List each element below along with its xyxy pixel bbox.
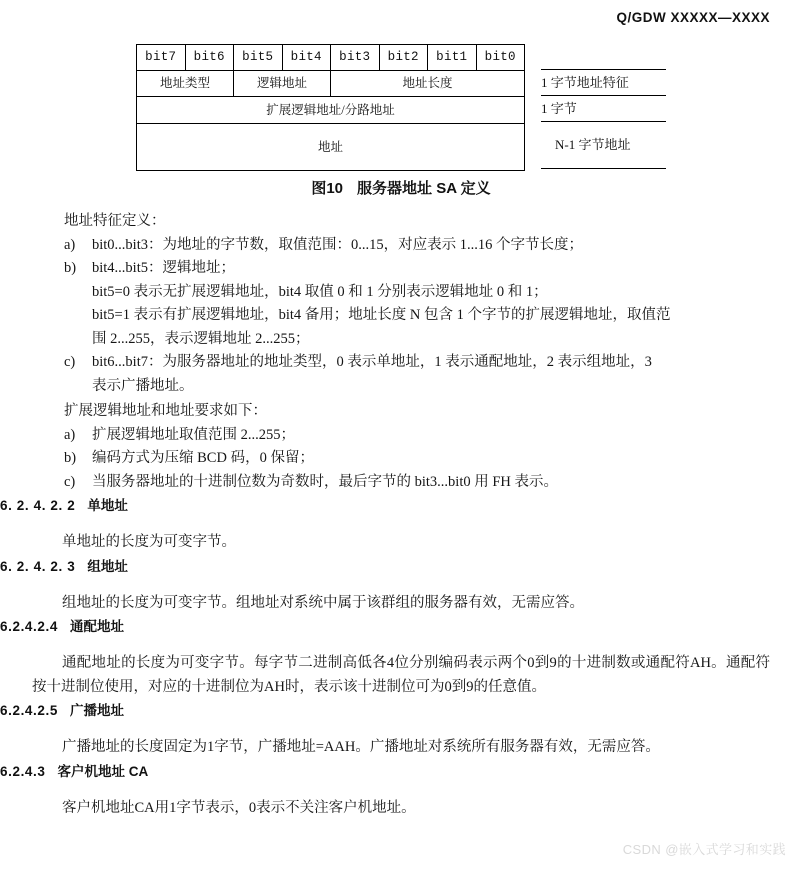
field-cell-address: 地址: [137, 124, 525, 171]
list-item-continuation: 表示广播地址。: [92, 377, 194, 394]
section-number: 6.2.4.3: [0, 763, 46, 779]
list-item: [64, 351, 802, 375]
list-marker: a): [64, 236, 76, 253]
section-heading-6-2-4-2-5: [0, 699, 802, 719]
list-item: [64, 257, 802, 281]
section-number: 6.2.4.2.5: [0, 703, 58, 718]
field-cell-address-type: 地址类型: [137, 71, 234, 97]
table-row-extended-address: [137, 97, 525, 124]
page-header-standard-id: Q/GDW XXXXX—XXXX: [616, 10, 770, 25]
field-cell-logical-address: 逻辑地址: [234, 71, 331, 97]
section-paragraph: 组地址的长度为可变字节。组地址对系统中属于该群组的服务器有效，无需应答。: [62, 594, 584, 611]
bit-header-cell: bit7: [137, 45, 186, 71]
list-item-text: 当服务器地址的十进制位数为奇数时，最后字节的 bit3...bit0 用 FH 表示。: [92, 473, 559, 490]
section-heading-6-2-4-2-2: [0, 494, 802, 514]
section-paragraph: 广播地址的长度固定为1字节，广播地址=AAH。广播地址对系统所有服务器有效，无需应答。: [62, 739, 660, 755]
figure-caption: [0, 177, 802, 198]
section-title: 单地址: [87, 498, 128, 513]
list-marker: c): [64, 354, 76, 370]
annotation-label-address-feature: 1 字节地址特征: [541, 75, 629, 90]
list-item-text: 扩展逻辑地址取值范围 2...255；: [92, 426, 295, 443]
section-heading-6-2-4-3: [0, 760, 802, 780]
figure-caption-number: 图10: [311, 180, 344, 197]
table-row-address: [137, 124, 525, 171]
list-item-continuation: bit5=1 表示有扩展逻辑地址，bit4 备用；地址长度 N 包含 1 个字节的扩展逻辑地址，取值范: [92, 307, 671, 323]
annotation-label-n-minus-1-byte-address: N-1 字节地址: [555, 137, 631, 152]
bit-header-cell: bit3: [331, 45, 380, 71]
bit-header-cell: bit4: [282, 45, 331, 71]
list-item-text: bit6...bit7：为服务器地址的地址类型，0 表示单地址，1 表示通配地址，2 表示组地址，3: [92, 354, 652, 370]
lead-in-extended-address-requirements: 扩展逻辑地址和地址要求如下：: [64, 403, 267, 419]
list-item-continuation: 围 2...255，表示逻辑地址 2...255；: [92, 330, 310, 347]
annotation-spacer: [541, 44, 666, 69]
csdn-watermark: CSDN @嵌入式学习和实践: [622, 842, 786, 857]
figure-server-address-sa: [0, 44, 802, 171]
list-marker: c): [64, 473, 76, 490]
document-body: [0, 208, 802, 820]
list-marker: b): [64, 260, 77, 276]
list-item-text: 编码方式为压缩 BCD 码，0 保留；: [92, 450, 314, 466]
list-item: [64, 447, 802, 471]
list-item: [64, 424, 802, 448]
bit-header-cell: bit5: [234, 45, 283, 71]
section-heading-6-2-4-2-4: [0, 615, 802, 635]
section-number: 6. 2. 4. 2. 3: [0, 558, 76, 574]
bit-header-cell: bit0: [476, 45, 525, 71]
table-row-field-names: [137, 71, 525, 97]
bit-header-cell: bit2: [379, 45, 428, 71]
list-item: [64, 471, 802, 495]
section-title: 组地址: [87, 558, 128, 574]
section-paragraph: 客户机地址CA用1字节表示，0表示不关注客户机地址。: [62, 799, 416, 816]
section-title: 通配地址: [69, 619, 124, 634]
figure-annotation-column: [541, 44, 666, 169]
bit-header-cell: bit1: [428, 45, 477, 71]
annotation-rule: [541, 168, 666, 169]
list-item-continuation: bit5=0 表示无扩展逻辑地址，bit4 取值 0 和 1 分别表示逻辑地址 0 和 1；: [92, 283, 548, 300]
field-cell-address-length: 地址长度: [331, 71, 525, 97]
section-number: 6.2.4.2.4: [0, 619, 58, 634]
figure-caption-title: 服务器地址 SA 定义: [357, 180, 491, 197]
table-row-bit-headers: [137, 45, 525, 71]
bit-layout-table: [136, 44, 525, 171]
lead-in-address-feature-definition: 地址特征定义：: [64, 213, 166, 229]
list-marker: a): [64, 426, 76, 443]
section-title: 广播地址: [69, 703, 124, 718]
section-title: 客户机地址 CA: [57, 763, 149, 779]
section-number: 6. 2. 4. 2. 2: [0, 498, 76, 513]
section-paragraph: 通配地址的长度为可变字节。每字节二进制高低各4位分别编码表示两个0到9的十进制数或通配符AH。通配符按十进制位使用，对应的十进制位为AH时，表示该十进制位可为0到9的任意值。: [32, 655, 770, 695]
section-paragraph: 单地址的长度为可变字节。: [62, 534, 236, 550]
section-heading-6-2-4-2-3: [0, 555, 802, 575]
list-item-text: bit0...bit3：为地址的字节数，取值范围：0...15，对应表示 1...16 个字节长度；: [92, 236, 583, 253]
list-item: [64, 234, 802, 258]
annotation-label-one-byte: 1 字节: [541, 101, 577, 116]
bit-header-cell: bit6: [185, 45, 234, 71]
list-item-text: bit4...bit5：逻辑地址；: [92, 260, 235, 276]
field-cell-extended-logical-address: 扩展逻辑地址/分路地址: [137, 97, 525, 124]
list-marker: b): [64, 450, 77, 466]
